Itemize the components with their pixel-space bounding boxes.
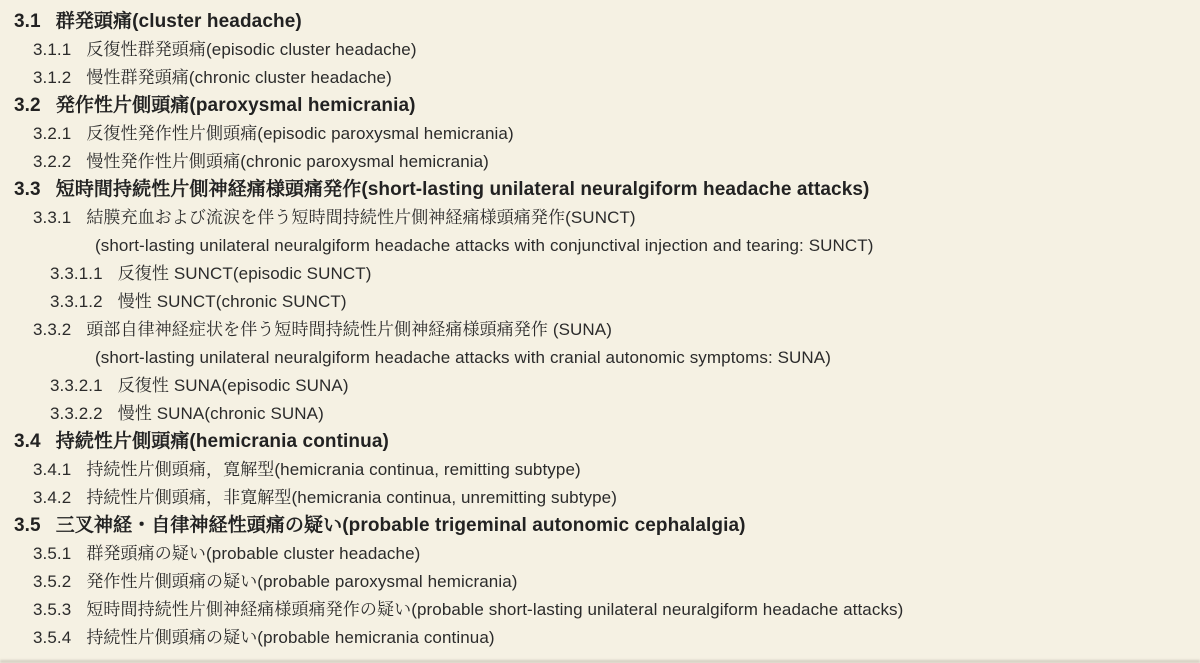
item-text: 短時間持続性片側神経痛様頭痛発作の疑い(probable short-lasting unilateral neuralgiform headache attacks) bbox=[86, 600, 904, 619]
item-number: 3.5 bbox=[14, 515, 41, 536]
item-text: 反復性群発頭痛(episodic cluster headache) bbox=[86, 40, 417, 59]
item-text: 群発頭痛の疑い(probable cluster headache) bbox=[86, 544, 421, 563]
item-number: 3.5.2 bbox=[33, 572, 72, 591]
item-text: 群発頭痛(cluster headache) bbox=[55, 11, 302, 32]
list-item bbox=[0, 400, 1200, 428]
list-item bbox=[0, 36, 1200, 64]
item-text: 慢性 SUNA(chronic SUNA) bbox=[117, 404, 324, 423]
item-number: 3.3.1.1 bbox=[50, 264, 103, 283]
item-text: 持続性片側頭痛(hemicrania continua) bbox=[55, 431, 389, 452]
item-text: 頭部自律神経症状を伴う短時間持続性片側神経痛様頭痛発作 (SUNA) bbox=[86, 320, 612, 339]
item-number: 3.3.1 bbox=[33, 208, 72, 227]
item-number: 3.3.2 bbox=[33, 320, 72, 339]
item-number: 3.3.2.1 bbox=[50, 376, 103, 395]
item-number: 3.2.2 bbox=[33, 152, 72, 171]
continuation-line: (short-lasting unilateral neuralgiform headache attacks with conjunctival injection and tearing: SUNCT) bbox=[95, 236, 874, 255]
list-item bbox=[0, 568, 1200, 596]
item-number: 3.5.3 bbox=[33, 600, 72, 619]
item-text: 慢性 SUNCT(chronic SUNCT) bbox=[117, 292, 347, 311]
list-item bbox=[0, 624, 1200, 652]
item-number: 3.2.1 bbox=[33, 124, 72, 143]
list-item bbox=[0, 596, 1200, 624]
item-number: 3.1.2 bbox=[33, 68, 72, 87]
item-number: 3.3.2.2 bbox=[50, 404, 103, 423]
item-text: 慢性群発頭痛(chronic cluster headache) bbox=[86, 68, 392, 87]
item-text: 慢性発作性片側頭痛(chronic paroxysmal hemicrania) bbox=[86, 152, 489, 171]
item-number: 3.2 bbox=[14, 95, 41, 116]
item-number: 3.4 bbox=[14, 431, 41, 452]
list-item bbox=[0, 484, 1200, 512]
list-item bbox=[0, 372, 1200, 400]
item-text: 結膜充血および流涙を伴う短時間持続性片側神経痛様頭痛発作(SUNCT) bbox=[86, 208, 636, 227]
item-number: 3.3 bbox=[14, 179, 41, 200]
item-text: 短時間持続性片側神経痛様頭痛発作(short-lasting unilateral neuralgiform headache attacks) bbox=[55, 179, 870, 200]
list-item bbox=[0, 428, 1200, 456]
list-item bbox=[0, 92, 1200, 120]
list-item bbox=[0, 540, 1200, 568]
item-text: 反復性 SUNCT(episodic SUNCT) bbox=[117, 264, 372, 283]
item-number: 3.3.1.2 bbox=[50, 292, 103, 311]
list-item bbox=[0, 64, 1200, 92]
list-item bbox=[0, 456, 1200, 484]
list-item bbox=[0, 316, 1200, 344]
item-number: 3.4.2 bbox=[33, 488, 72, 507]
item-text: 持続性片側頭痛，非寛解型(hemicrania continua, unremitting subtype) bbox=[86, 488, 617, 507]
continuation-line: (short-lasting unilateral neuralgiform headache attacks with cranial autonomic symptoms: SUNA) bbox=[95, 348, 831, 367]
item-text: 発作性片側頭痛の疑い(probable paroxysmal hemicrania) bbox=[86, 572, 518, 591]
item-number: 3.1.1 bbox=[33, 40, 72, 59]
item-text: 持続性片側頭痛の疑い(probable hemicrania continua) bbox=[86, 628, 495, 647]
item-text: 三叉神経・自律神経性頭痛の疑い(probable trigeminal autonomic cephalalgia) bbox=[55, 515, 746, 536]
list-item bbox=[0, 260, 1200, 288]
item-text: 反復性 SUNA(episodic SUNA) bbox=[117, 376, 349, 395]
list-item bbox=[0, 120, 1200, 148]
item-number: 3.1 bbox=[14, 11, 41, 32]
item-text: 発作性片側頭痛(paroxysmal hemicrania) bbox=[55, 95, 416, 116]
list-item bbox=[0, 176, 1200, 204]
item-text: 反復性発作性片側頭痛(episodic paroxysmal hemicrania) bbox=[86, 124, 514, 143]
list-item bbox=[0, 148, 1200, 176]
item-text: 持続性片側頭痛，寛解型(hemicrania continua, remitting subtype) bbox=[86, 460, 581, 479]
list-item bbox=[0, 8, 1200, 36]
item-number: 3.5.1 bbox=[33, 544, 72, 563]
list-item bbox=[0, 512, 1200, 540]
list-item bbox=[0, 204, 1200, 232]
item-number: 3.4.1 bbox=[33, 460, 72, 479]
item-number: 3.5.4 bbox=[33, 628, 72, 647]
list-item bbox=[0, 288, 1200, 316]
